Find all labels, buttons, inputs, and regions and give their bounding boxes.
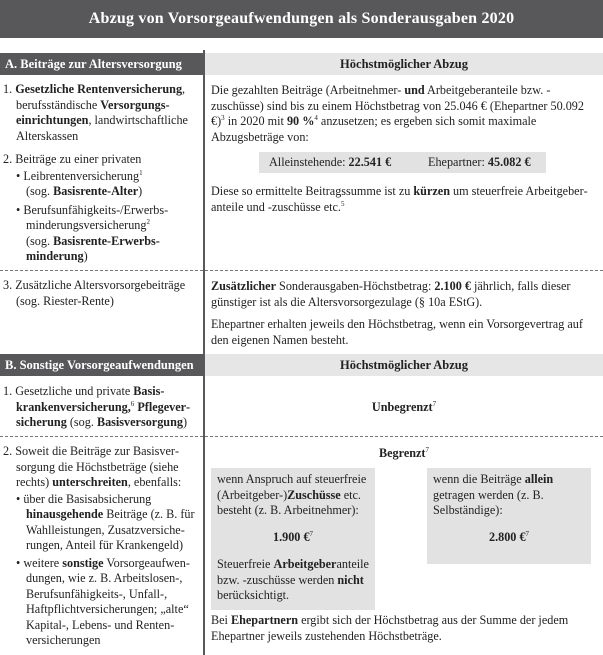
bold-text: Unbegrenzt xyxy=(371,400,433,414)
unbegrenzt-label xyxy=(205,400,603,416)
bold-text: allein xyxy=(524,472,554,486)
text: jährlich, falls dieser günstiger ist als die Altersvorsorgezulage (§ 10a EStG). xyxy=(211,279,571,309)
section-a-reduction-text xyxy=(211,184,599,215)
section-a-item-3 xyxy=(3,278,199,309)
item-bold-text: Basiskrankenversicherung, xyxy=(16,384,165,414)
section-a-item-2 xyxy=(3,152,199,265)
bold-text: Ehepartnern xyxy=(230,613,299,627)
bold-text: Arbeitgeber xyxy=(273,557,337,571)
bullet-text: ) xyxy=(83,249,88,263)
text: ergibt sich der Höchstbetrag aus der Summe der jedem Ehepartner jeweils zustehenden Höchstbeträge. xyxy=(211,613,569,643)
item-text: ) xyxy=(182,415,187,429)
section-a-item-1 xyxy=(3,82,199,144)
employee-amount xyxy=(217,530,369,546)
item-number: 2. xyxy=(3,152,13,166)
bold-amount: 1.900 € xyxy=(272,529,310,544)
footnote-ref: 3 xyxy=(221,113,225,122)
item-number: 1. xyxy=(3,384,13,398)
couple-label: Ehepartner: xyxy=(428,155,488,169)
bold-text: nicht xyxy=(337,572,364,587)
text: Bei xyxy=(211,613,231,627)
text: um steuerfreie Arbeitgeberanteile und -zuschüsse etc. xyxy=(211,184,588,214)
bold-amount: 2.100 € xyxy=(434,279,471,293)
couple-amount xyxy=(428,152,531,173)
bold-text: kürzen xyxy=(413,184,450,198)
item-text: Soweit die Beiträge zur Basisversorgung die Höchstbeträge (siehe rechts) xyxy=(15,444,179,489)
single-amount xyxy=(269,152,391,173)
bold-text: Zusätzlicher xyxy=(211,279,276,293)
bullet-item: • über die Basisabsicherung hinausgehende Beiträge (z. B. für Wahlleistungen, Zusatzversicherungen, Anteil für Krankengeld) xyxy=(16,491,195,552)
text: wenn Anspruch auf steuerfreie (Arbeitgeber-) xyxy=(217,472,367,502)
footnote-ref: 7 xyxy=(432,399,437,408)
bold-text: 90 % xyxy=(286,114,315,128)
section-b-heading: B. Sonstige Vorsorgeaufwendungen xyxy=(0,354,203,376)
bullet-text: über die Basisabsicherung xyxy=(23,491,152,506)
text: Diese so ermittelte Beitragssumme ist zu xyxy=(211,184,414,198)
section-a-right-text xyxy=(211,83,599,145)
bullet-bold-text: sonstige xyxy=(62,555,104,570)
text: Arbeitgeberanteile bzw. -zuschüsse) sind bis zu einem Höchstbetrag von 25.046 € (Ehepartner 50.092 €) xyxy=(211,83,584,128)
item-bold-text: unterschreiten xyxy=(52,475,128,489)
text: anzusetzen; es ergeben sich somit maximale Abzugsbeträge von: xyxy=(211,114,537,144)
text: berücksichtigt. xyxy=(217,588,290,602)
text: etc. besteht (z. B. Arbeitnehmer): xyxy=(217,487,361,517)
item-bold-text: Gesetzliche Rentenversicherung xyxy=(15,82,183,96)
item-bold-text: Pflegeversicherung xyxy=(16,399,191,429)
section-b-item-2 xyxy=(3,444,199,649)
bold-text: Zuschüsse xyxy=(287,487,341,502)
section-a-heading: A. Beiträge zur Altersversorgung xyxy=(0,53,203,75)
bullet-item: • weitere sonstige Vorsorgeaufwendungen, wie z. B. Arbeitslosen-, Berufsunfähigkeits-, Unfall-, Haftpflichtversicherungen; „alte“ Kapital-, Lebens- und Rentenversicherungen xyxy=(16,555,190,647)
spouse-note xyxy=(211,613,599,644)
self-employed-amount xyxy=(433,530,585,546)
footnote-ref: 5 xyxy=(340,199,345,208)
item-bold-text: Versorgungseinrichtungen xyxy=(16,97,170,127)
bold-amount: 2.800 € xyxy=(488,529,526,544)
footnote-ref: 4 xyxy=(314,113,318,122)
self-employed-box xyxy=(427,468,591,564)
bullet-text: weitere xyxy=(23,555,63,570)
single-value: 22.541 € xyxy=(348,155,392,169)
bullet-text: Berufsunfähigkeits-/Erwerbsminderungsversicherung xyxy=(23,202,169,232)
section-b-item-1 xyxy=(3,384,199,431)
text: Steuerfreie xyxy=(217,557,274,571)
item-text: Zusätzliche Altersvorsorgebeiträge (sog. Riester-Rente) xyxy=(15,278,186,308)
item-text: Gesetzliche und private xyxy=(15,384,134,398)
text: getragen werden (z. B. Selbständige): xyxy=(433,487,544,517)
item-text: , berufsständische xyxy=(16,82,186,112)
item-number: 3. xyxy=(3,278,13,292)
text: in 2020 mit xyxy=(224,114,287,128)
row-separator xyxy=(0,270,603,272)
item-text: , ebenfalls: xyxy=(127,475,182,489)
text: Die gezahlten Beiträge (Arbeitnehmer- xyxy=(211,83,405,97)
footnote-ref: 7 xyxy=(309,529,314,538)
bullet-bold-text: Basisrente-Erwerbsminderung xyxy=(26,233,160,263)
bullet-text: Leibrentenversicherung xyxy=(23,168,140,183)
bullet-text: Vorsorgeaufwendungen, wie z. B. Arbeitslosen-, Berufsunfähigkeits-, Unfall-, Haftpflichtversicherungen; „alte“ Kapital-, Lebens- und Rentenversicherungen xyxy=(26,555,190,647)
section-b-right-heading: Höchstmöglicher Abzug xyxy=(205,354,603,376)
text: anteile bzw. -zuschüsse werden xyxy=(217,557,369,587)
footnote-ref: 7 xyxy=(525,529,530,538)
item-number: 2. xyxy=(3,444,13,458)
bullet-text: (sog. xyxy=(26,233,54,248)
item-text: Beiträge zu einer privaten xyxy=(15,152,142,166)
bullet-text: ) xyxy=(138,184,143,198)
begrenzt-label xyxy=(205,446,603,462)
footnote-ref: 1 xyxy=(139,168,143,177)
bullet-bold-text: Basisrente-Alter xyxy=(53,184,139,198)
bold-text: und xyxy=(404,83,425,97)
bullet-item: • Berufsunfähigkeits-/Erwerbsminderungsversicherung$^2$ (sog. Basisrente-Erwerbsminderung) xyxy=(16,202,169,263)
employee-box xyxy=(211,468,375,610)
bullet-bold-text: hinausgehende xyxy=(26,507,104,521)
document-title: Abzug von Vorsorgeaufwendungen als Sonderausgaben 2020 xyxy=(0,0,603,38)
bullet-item: • Leibrentenversicherung$^1$ (sog. Basisrente-Alter) xyxy=(16,168,143,198)
footnote-ref: 7 xyxy=(425,445,429,454)
max-deduction-box xyxy=(259,152,546,173)
text: wenn die Beiträge xyxy=(433,472,525,486)
bullet-text: Beiträge (z. B. für Wahlleistungen, Zusatzversicherungen, Anteil für Krankengeld) xyxy=(26,507,195,552)
item-text: , landwirtschaftliche Alterskassen xyxy=(16,113,188,143)
couple-value: 45.082 € xyxy=(487,155,531,169)
item-bold-text: Basisversorgung xyxy=(96,415,183,429)
section-a-right-heading: Höchstmöglicher Abzug xyxy=(205,53,603,75)
item-text: (sog. xyxy=(66,415,97,429)
footnote-ref: 2 xyxy=(146,217,150,226)
bullet-text: (sog. xyxy=(26,184,54,198)
bold-text: Begrenzt xyxy=(379,446,426,460)
text: Sonderausgaben-Höchstbetrag: xyxy=(276,279,435,293)
paragraph: Ehepartner erhalten jeweils den Höchstbetrag, wenn ein Vorsorgevertrag auf den eigenen Namen besteht. xyxy=(211,317,583,347)
row-separator xyxy=(0,436,603,438)
column-divider xyxy=(203,50,205,655)
section-a-riester-text xyxy=(211,279,599,348)
single-label: Alleinstehende: xyxy=(269,155,349,169)
item-number: 1. xyxy=(3,82,13,96)
footnote-ref: 6 xyxy=(130,399,135,408)
